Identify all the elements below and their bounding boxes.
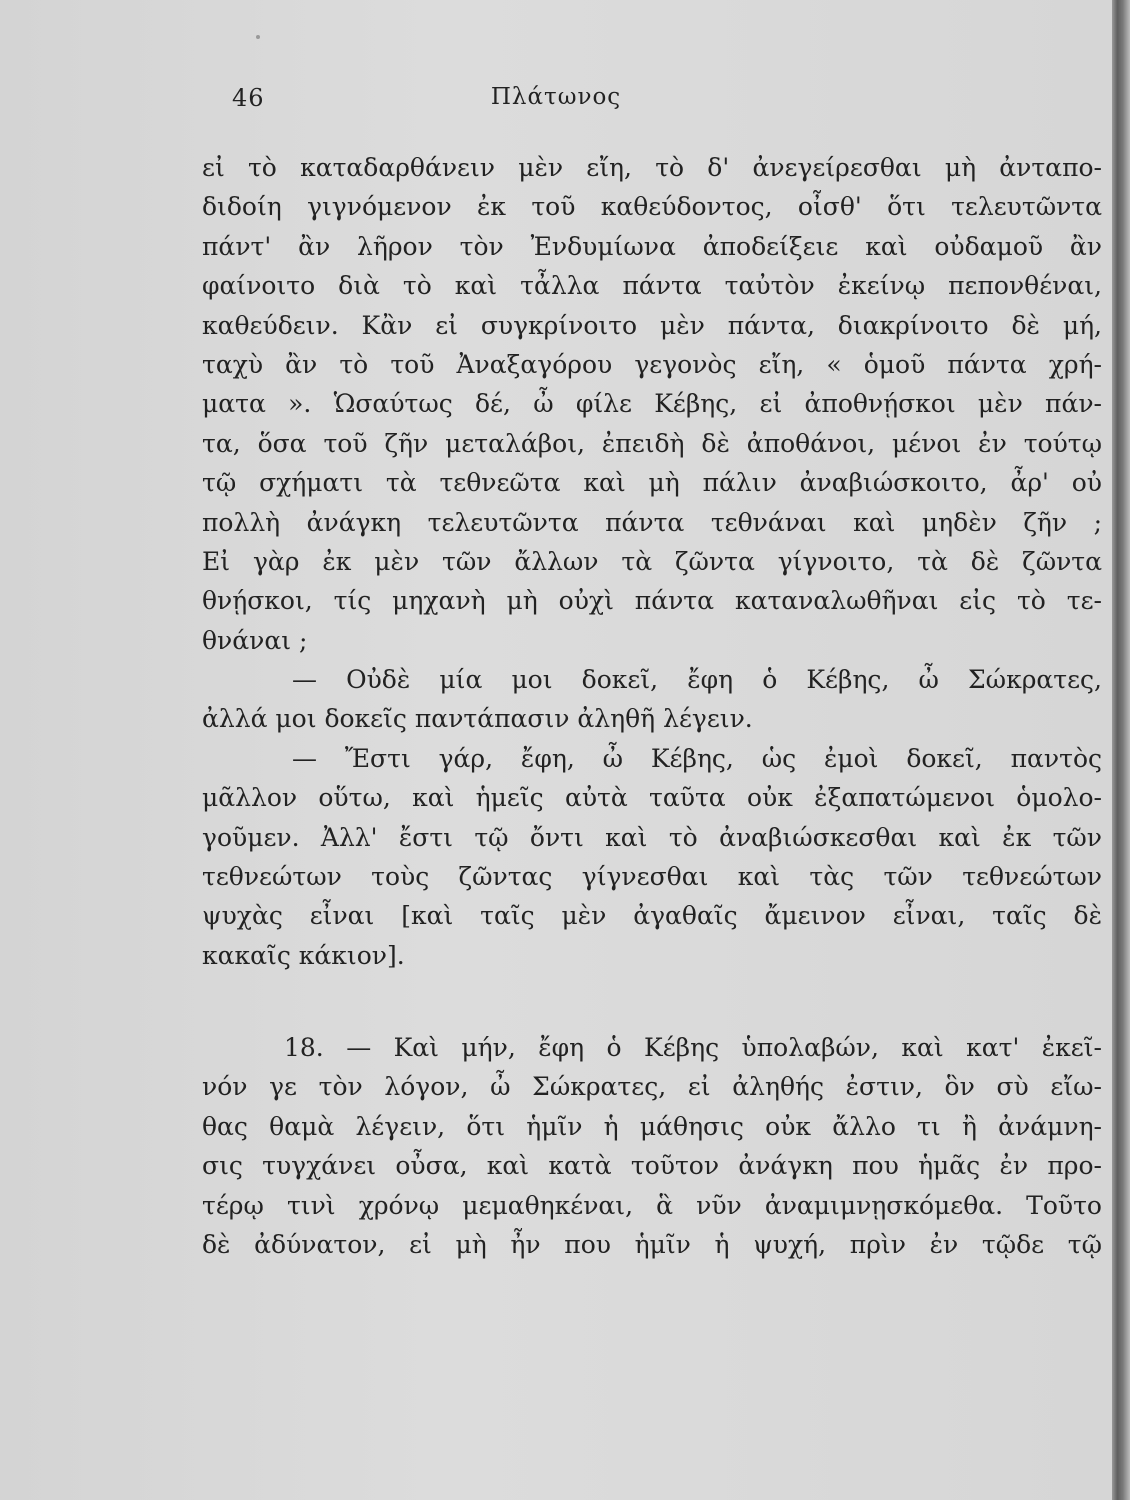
- text-line: θας θαμὰ λέγειν, ὅτι ἡμῖν ἡ μάθησις οὐκ ἄλλο τι ἢ ἀνάμνη-: [202, 1111, 1102, 1141]
- text-line: νόν γε τὸν λόγον, ὦ Σώκρατες, εἰ ἀληθής ἐστιν, ὃν σὺ εἴω-: [202, 1072, 1102, 1102]
- text-block: [202, 148, 1102, 975]
- text-line: ψυχὰς εἶναι [καὶ ταῖς μὲν ἀγαθαῖς ἄμεινον εἶναι, ταῖς δὲ: [202, 901, 1102, 931]
- text-line: σις τυγχάνει οὖσα, καὶ κατὰ τοῦτον ἀνάγκη που ἡμᾶς ἐν προ-: [202, 1151, 1102, 1181]
- text-line: μᾶλλον οὕτω, καὶ ἡμεῖς αὐτὰ ταῦτα οὐκ ἐξαπατώμενοι ὁμολο-: [202, 783, 1102, 813]
- text-line: τα, ὅσα τοῦ ζῆν μεταλάβοι, ἐπειδὴ δὲ ἀποθάνοι, μένοι ἐν τούτῳ: [202, 428, 1102, 458]
- ink-speck: [256, 35, 260, 39]
- page-edge: [1112, 0, 1130, 1500]
- text-line: 18. — Καὶ μήν, ἔφη ὁ Κέβης ὑπολαβών, καὶ κατ' ἐκεῖ-: [284, 1033, 1102, 1062]
- text-line: Εἰ γὰρ ἐκ μὲν τῶν ἄλλων τὰ ζῶντα γίγνοιτο, τὰ δὲ ζῶντα: [202, 546, 1102, 576]
- text-line: τέρῳ τινὶ χρόνῳ μεμαθηκέναι, ἃ νῦν ἀναμιμνῃσκόμεθα. Τοῦτο: [202, 1190, 1102, 1220]
- text-line: τῷ σχήματι τὰ τεθνεῶτα καὶ μὴ πάλιν ἀναβιώσκοιτο, ἆρ' οὐ: [202, 468, 1102, 498]
- text-line: — Οὐδὲ μία μοι δοκεῖ, ἔφη ὁ Κέβης, ὦ Σώκρατες,: [292, 665, 1102, 695]
- text-line: γοῦμεν. Ἀλλ' ἔστι τῷ ὄντι καὶ τὸ ἀναβιώσκεσθαι καὶ ἐκ τῶν: [202, 822, 1102, 852]
- text-line: κακαῖς κάκιον].: [202, 940, 405, 970]
- text-line: φαίνοιτο διὰ τὸ καὶ τἆλλα πάντα ταὐτὸν ἐκείνῳ πεπονθέναι,: [202, 271, 1102, 301]
- text-line: πολλὴ ἀνάγκη τελευτῶντα πάντα τεθνάναι καὶ μηδὲν ζῆν ;: [202, 507, 1102, 537]
- section-18: [202, 1028, 1102, 1264]
- text-line: θνάναι ;: [202, 625, 308, 655]
- running-title: Πλάτωνος: [490, 84, 622, 110]
- text-line: δὲ ἀδύνατον, εἰ μὴ ἦν που ἡμῖν ἡ ψυχή, πρὶν ἐν τῷδε τῷ: [202, 1229, 1102, 1259]
- text-line: τεθνεώτων τοὺς ζῶντας γίγνεσθαι καὶ τὰς τῶν τεθνεώτων: [202, 862, 1102, 892]
- text-line: εἰ τὸ καταδαρθάνειν μὲν εἴη, τὸ δ' ἀνεγείρεσθαι μὴ ἀνταπο-: [202, 153, 1102, 182]
- page-number: 46: [232, 84, 265, 112]
- text-line: θνῄσκοι, τίς μηχανὴ μὴ οὐχὶ πάντα καταναλωθῆναι εἰς τὸ τε-: [202, 586, 1102, 616]
- text-line: διδοίη γιγνόμενον ἐκ τοῦ καθεύδοντος, οἶσθ' ὅτι τελευτῶντα: [202, 192, 1102, 222]
- text-line: ἀλλά μοι δοκεῖς παντάπασιν ἀληθῆ λέγειν.: [202, 704, 753, 734]
- text-line: καθεύδειν. Κἂν εἰ συγκρίνοιτο μὲν πάντα, διακρίνοιτο δὲ μή,: [202, 310, 1102, 340]
- text-line: — Ἔστι γάρ, ἔφη, ὦ Κέβης, ὡς ἐμοὶ δοκεῖ, παντὸς: [292, 743, 1102, 773]
- text-line: πάντ' ἂν λῆρον τὸν Ἐνδυμίωνα ἀποδείξειε καὶ οὐδαμοῦ ἂν: [202, 231, 1102, 261]
- text-line: ματα ». Ὡσαύτως δέ, ὦ φίλε Κέβης, εἰ ἀποθνῄσκοι μὲν πάν-: [202, 389, 1102, 419]
- text-line: ταχὺ ἂν τὸ τοῦ Ἀναξαγόρου γεγονὸς εἴη, « ὁμοῦ πάντα χρή-: [202, 349, 1102, 379]
